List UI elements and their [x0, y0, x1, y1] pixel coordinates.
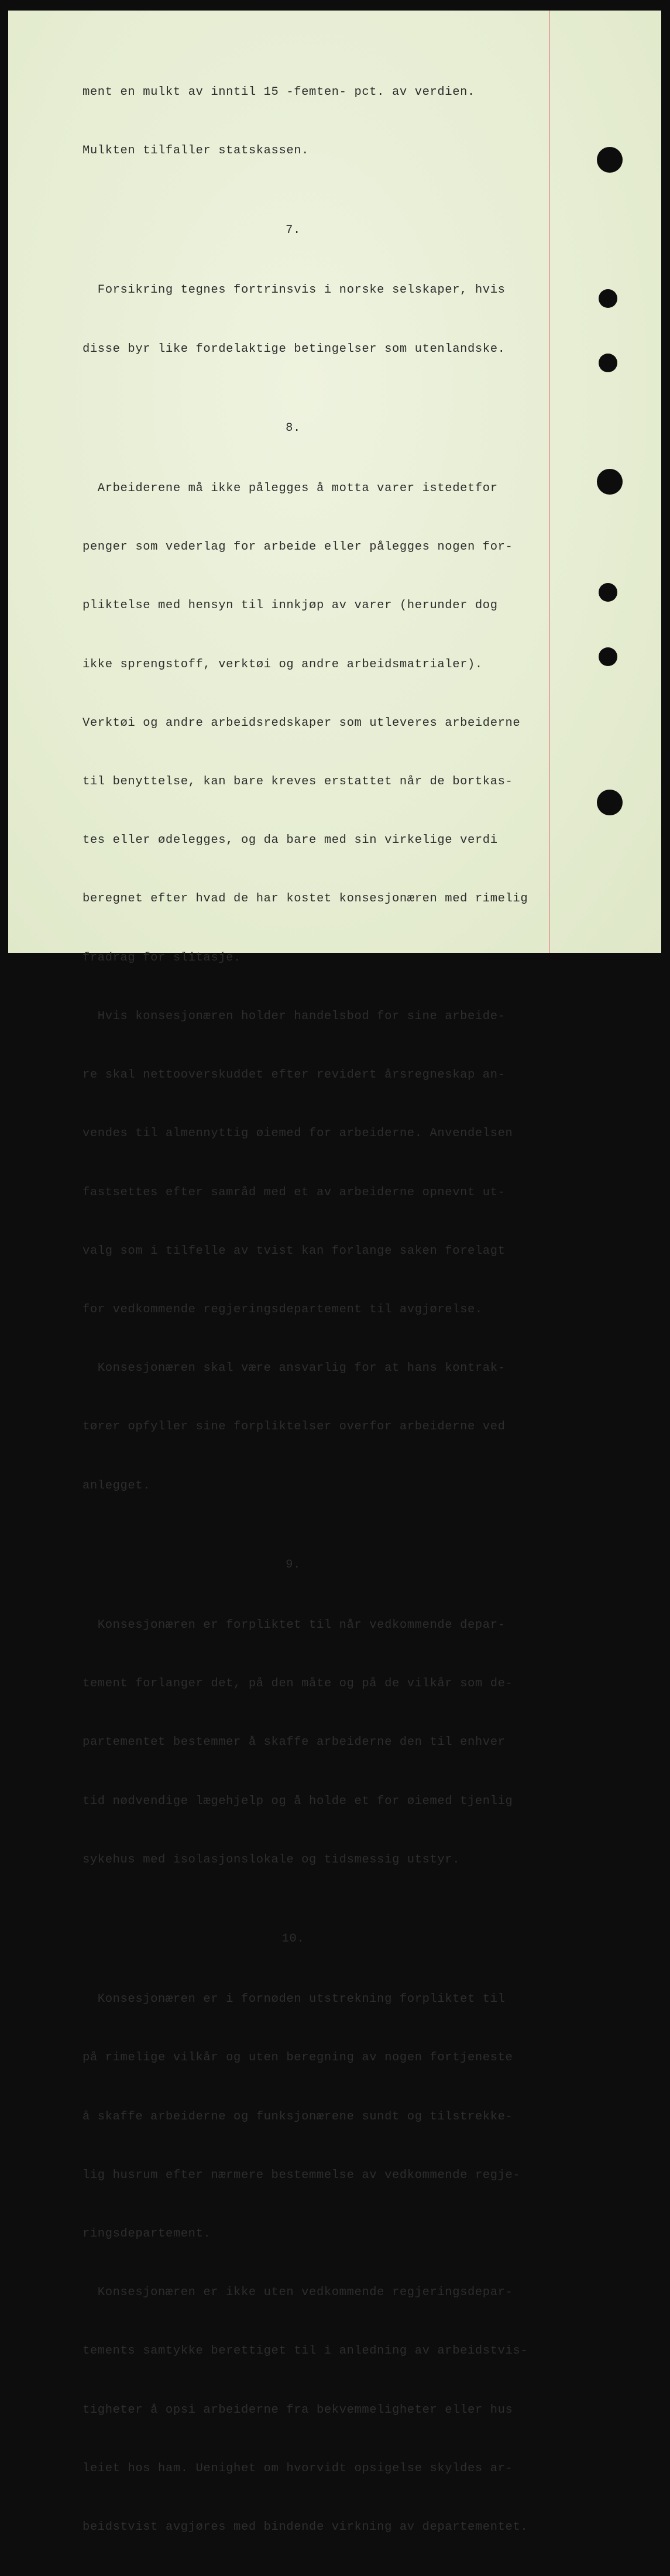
binder-hole [599, 354, 617, 372]
section-8-line: Verktøi og andre arbeidsredskaper som utleveres arbeiderne [83, 716, 521, 730]
binder-hole [599, 647, 617, 666]
section-9-line: Konsesjonæren er forpliktet til når vedkommende depar- [83, 1618, 506, 1632]
section-9-line: tement forlanger det, på den måte og på de vilkår som de- [83, 1677, 513, 1691]
section-8-line: tører opfyller sine forpliktelser overfor arbeiderne ved [83, 1420, 506, 1434]
binder-hole [599, 583, 617, 602]
section-9-line: tid nødvendige lægehjelp og å holde et for øiemed tjenlig [83, 1794, 513, 1808]
typed-text-body [83, 43, 551, 2576]
section-7-number: 7. [286, 223, 301, 237]
section-10-number: 10. [281, 1932, 305, 1946]
section-9-number: 9. [286, 1558, 301, 1572]
section-8-line: ikke sprengstoff, verktøi og andre arbeidsmatrialer). [83, 657, 483, 671]
section-10-line: tigheter å opsi arbeiderne fra bekvemmeligheter eller hus [83, 2403, 513, 2417]
binder-hole [597, 790, 623, 815]
section-7-line: disse byr like fordelaktige betingelser som utenlandske. [83, 342, 506, 356]
section-10-line: Konsesjonæren er ikke uten vedkommende regjeringsdepar- [83, 2286, 513, 2300]
section-8-line: for vedkommende regjeringsdepartement til avgjørelse. [83, 1302, 483, 1316]
section-8-line: Hvis konsesjonæren holder handelsbod for sine arbeide- [83, 1009, 506, 1023]
intro-line-1: ment en mulkt av inntil 15 -femten- pct. av verdien. [83, 85, 475, 99]
section-8-line: vendes til almennyttig øiemed for arbeiderne. Anvendelsen [83, 1127, 513, 1141]
section-7-line: Forsikring tegnes fortrinsvis i norske selskaper, hvis [83, 283, 506, 297]
section-8-line: penger som vederlag for arbeide eller pålegges nogen for- [83, 540, 513, 554]
section-8-line: beregnet efter hvad de har kostet konsesjonæren med rimelig [83, 892, 528, 906]
section-10-line: lig husrum efter nærmere bestemmelse av vedkommende regje- [83, 2168, 521, 2182]
document-page [8, 11, 661, 2534]
section-10-line: på rimelige vilkår og uten beregning av nogen fortjeneste [83, 2051, 513, 2065]
section-8-line: Konsesjonæren skal være ansvarlig for at hans kontrak- [83, 1361, 506, 1376]
section-10-line: beidstvist avgjøres med bindende virkning av departementet. [83, 2520, 528, 2534]
section-8-line: til benyttelse, kan bare kreves erstattet når de bortkas- [83, 775, 513, 789]
section-9-line: sykehus med isolasjonslokale og tidsmessig utstyr. [83, 1853, 461, 1867]
section-10-line: leiet hos ham. Uenighet om hvorvidt opsigelse skyldes ar- [83, 2461, 513, 2475]
section-8-line: re skal nettooverskuddet efter revidert årsregneskap an- [83, 1068, 506, 1082]
binder-hole [599, 289, 617, 308]
section-10-line: å skaffe arbeiderne og funksjonærene sundt og tilstrekke- [83, 2109, 513, 2124]
binder-hole [597, 469, 623, 495]
section-8-line: fastsettes efter samråd med et av arbeiderne opnevnt ut- [83, 1185, 506, 1199]
section-10-line: ringsdepartement. [83, 2227, 211, 2241]
intro-line-2: Mulkten tilfaller statskassen. [83, 144, 310, 158]
section-10-line: tements samtykke berettiget til i anledning av arbeidstvis- [83, 2344, 528, 2358]
section-8-number: 8. [286, 421, 301, 435]
section-8-line: valg som i tilfelle av tvist kan forlange saken forelagt [83, 1244, 506, 1258]
section-8-line: pliktelse med hensyn til innkjøp av varer (herunder dog [83, 599, 498, 613]
section-8-line: Arbeiderene må ikke pålegges å motta varer istedetfor [83, 482, 498, 496]
section-8-line: fradrag for slitasje. [83, 951, 241, 965]
section-8-line: anlegget. [83, 1479, 151, 1493]
binder-hole [597, 147, 623, 173]
section-9-line: partementet bestemmer å skaffe arbeiderne den til enhver [83, 1735, 506, 1750]
section-8-line: tes eller ødelegges, og da bare med sin virkelige verdi [83, 833, 498, 848]
section-10-line: Konsesjonæren er i fornøden utstrekning forpliktet til [83, 1992, 506, 2006]
